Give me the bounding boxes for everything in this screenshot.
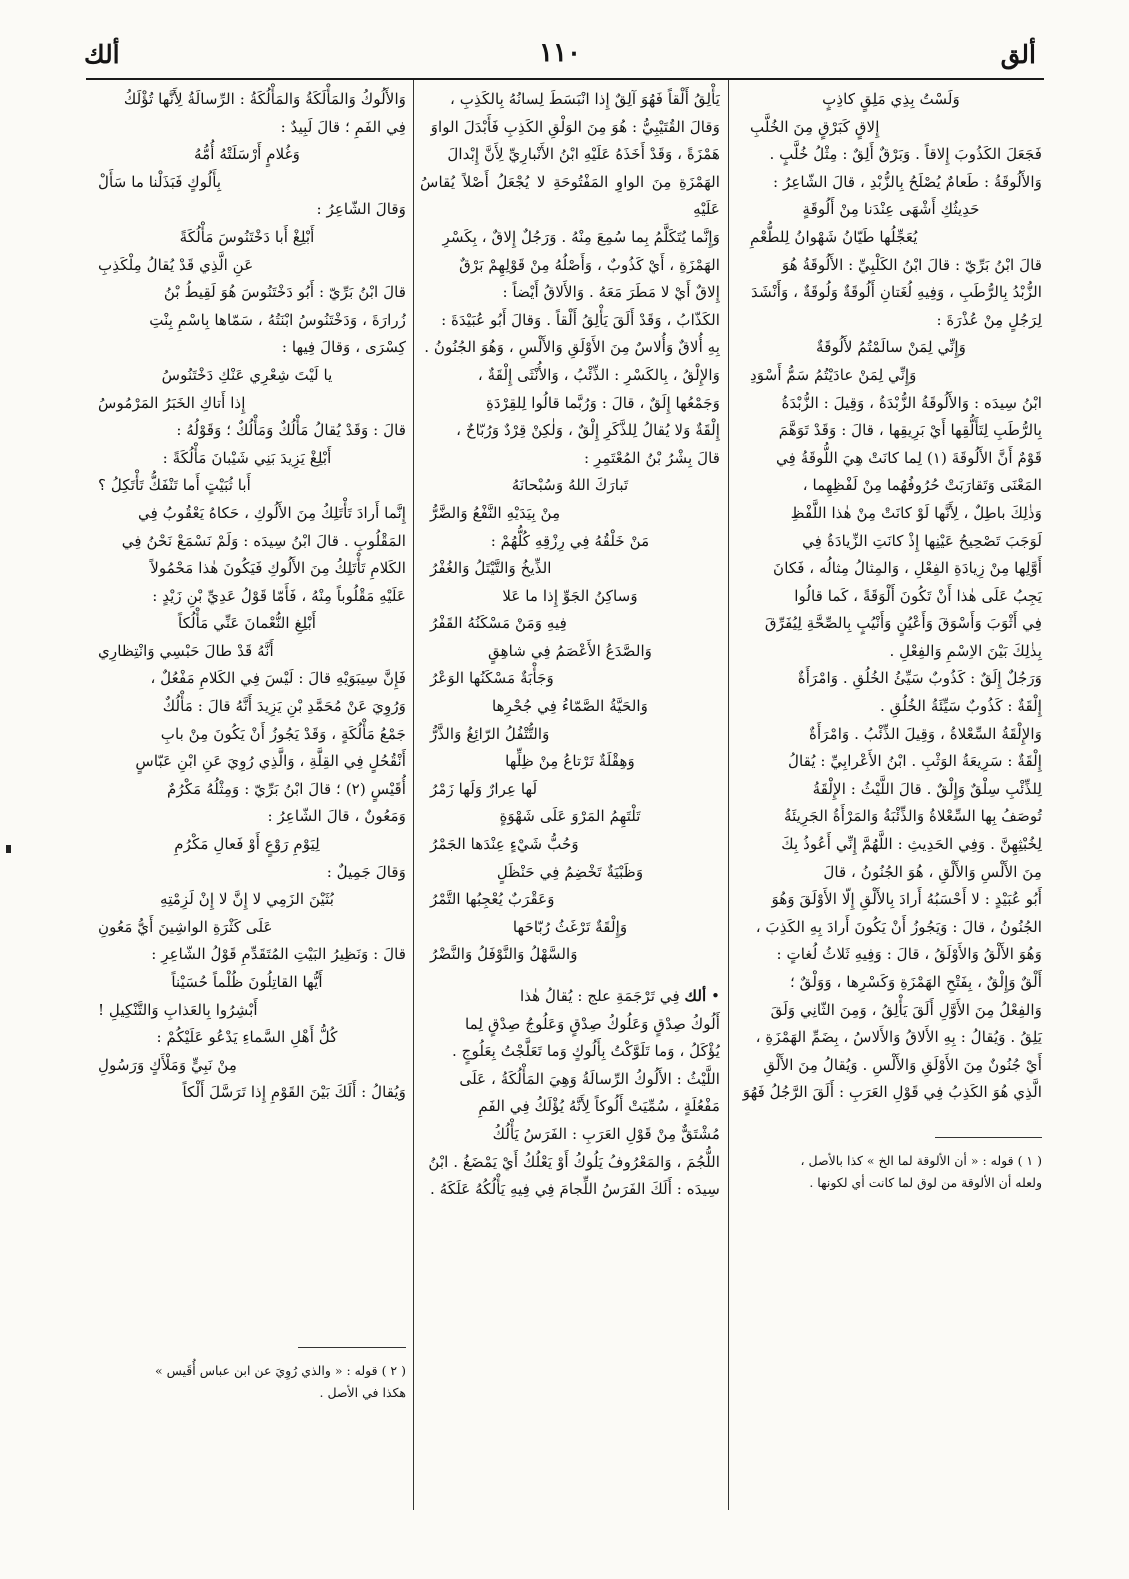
verse-line: وَهِقْلَةٌ تَرْتاعُ مِنْ ظِلِّها xyxy=(505,752,635,771)
verse-line: مِنْ بِيَدَيْهِ النَّفْعُ وَالضَّرُّ xyxy=(430,503,561,522)
verse-line: حَدِيثُكِ أَشْهَى عِنْدَنا مِنْ أَلُوقَةٍ xyxy=(802,200,980,219)
text-line: المَقْلُوبِ . قالَ ابْنُ سِيدَه : وَلَمْ نَسْمَعْ نَحْنُ فِي xyxy=(121,531,406,550)
text-line: بِهِ أُلاقٌ وَأُلاسٌ مِنَ الأَوْلَقِ وَالأَلْسِ ، وَهُوَ الجُنُونُ . xyxy=(424,338,720,357)
footnote-line: ( ١ ) قوله : « أن الألوقة لما الخ » كذا بالأصل ، xyxy=(800,1153,1042,1168)
text-line: فَإِنَّ سِيبَوَيْهِ قالَ : لَيْسَ فِي الكَلامِ مَفْعُلٌ ، xyxy=(150,669,406,688)
text-line: مِنَ الأَلْسِ وَالأَلْقِ ، هُوَ الجُنُونُ ، قالَ xyxy=(823,862,1042,881)
verse-line: وَعَقْرَبٌ يُعْجِبُها التَّمْرُ xyxy=(430,890,555,909)
right-column xyxy=(740,86,1042,1107)
text-line: ابْنُ سِيدَه : وَالأَلُوقَةُ الزُّبْدَةُ ، وَقِيلَ : الزُّبْدَةُ xyxy=(781,393,1042,412)
verse-line: وَالسَّهْلُ وَالنَّوْفَلُ وَالنَّضْرُ xyxy=(430,945,578,964)
text-line: يَلِقُ . وَيُقالُ : بِهِ الأَلاقُ وَالأَلاسُ ، بِضَمِّ الهَمْزَةِ ، xyxy=(755,1028,1042,1047)
verse-line: وَالتُّتْفُلُ الرّائِغُ وَالذَّرُّ xyxy=(430,724,550,743)
verse-line: مَنْ خَلْقُهُ فِي رِزْقِهِ كُلُّهُمْ : xyxy=(490,531,650,550)
text-line: أَوَّلِها مِنْ زِيادَةِ الفِعْلِ ، وَالمِثالُ مِثالُه ، فَكانَ xyxy=(773,559,1042,578)
text-line: وَمَعُونٌ ، قالَ الشّاعِرُ : xyxy=(267,807,406,826)
text-line: بِذٰلِكَ بَيْنَ الاِسْمِ وَالفِعْلِ . xyxy=(889,641,1042,660)
text-line: إِنَّما أَرادَ تَأْتَلِكُ مِنَ الأَلُوكِ ، حَكاهُ يَعْقُوبُ فِي xyxy=(137,503,406,522)
page-header xyxy=(80,34,1040,74)
text-line: أَلْقٌ وَإِلْقٌ ، بِفَتْحِ الهَمْزَةِ وَكَسْرِها ، وَوَلْقٌ ؛ xyxy=(790,973,1042,991)
verse-line: عَنِ الَّذِي قَدْ يُقالُ مِلْكَذِبِ xyxy=(98,255,254,274)
text-line: وَالإِلْقُ ، بِالكَسْرِ : الذِّئْبُ ، وَالأُنْثَى إِلْقَةٌ ، xyxy=(477,365,720,384)
text-line: وَرُوِيَ عَنْ مُحَمَّدِ بْنِ يَزِيدَ أَنَّهُ قالَ : مَأْلُكٌ xyxy=(162,697,406,716)
text-line: يَأْلِقُ أَلْقاً فَهُوَ آلِقٌ إِذا انْبَسَطَ لِسانُهُ بِالكَذِبِ ، xyxy=(450,90,720,108)
entry-headword: ألك xyxy=(684,987,707,1005)
header-right-entry-word: ألق xyxy=(1000,40,1036,69)
verse-line: كُلُّ أَهْلِ السَّماءِ يَدْعُو عَلَيْكُمْ : xyxy=(156,1028,338,1047)
verse-line: وَحُبُّ شَيْءٍ عِنْدَها الجَمْرُ xyxy=(430,835,579,854)
verse-line: بُثَيْنَ الزَمِي لا إِنَّ لا إِنْ لَزِمْتِهِ xyxy=(160,890,334,909)
verse-line: وَجَأْبَةٌ مَسْكَنُها الوَعْرُ xyxy=(430,669,554,688)
header-rule xyxy=(86,78,1044,80)
text-line: لِلذِّئْبِ سِلْقٌ وَإِلْقٌ . قالَ اللَّيْثُ : الإِلْقَةُ xyxy=(812,779,1042,798)
text-line: اللُّجُمَ ، وَالمَعْرُوفُ يَلُوكُ أَوْ يَعْلُكُ أَيْ يَمْضَغُ . ابْنُ xyxy=(428,1152,720,1171)
verse-line: وَالحَيَّةُ الصَّمّاءُ فِي جُحْرِها xyxy=(492,697,648,716)
footnote-line: ( ٢ ) قوله : « والذي رُوِيَ عن ابن عباس أُقَيس » xyxy=(154,1363,406,1378)
text-line: هَمْزَةً ، وَقَدْ أَخَذَهُ عَلَيْهِ ابْنُ الأَنْبارِيِّ لِأَنَّ إِبْدالَ xyxy=(447,145,720,164)
text-line: وَقالَ الشّاعِرُ : xyxy=(316,200,406,219)
text-line: وَإِنَّما يُتَكَلَّمُ بِما سُمِعَ مِنْهُ . وَرَجُلٌ إِلاقٌ ، بِكَسْرِ xyxy=(442,227,720,246)
header-left-entry-word: ألك xyxy=(84,40,120,69)
verse-line: فِيهِ وَمَنْ مَسْكَنُهُ القَفْرُ xyxy=(430,614,567,633)
text-line: أُقَيْسٍ (٢) ؛ قالَ ابْنُ بَرِّيّ : وَمِثْلُهُ مَكْرُمٌ xyxy=(167,779,406,798)
text-line: تُوصَفُ بِها السِّعْلاةُ وَالذِّئْبَةُ وَالمَرْأَةُ الجَرِيئَةُ xyxy=(783,807,1042,826)
column-divider-left xyxy=(413,80,414,1510)
verse-line: لَها عِرارٌ وَلَها زَمْرُ xyxy=(430,779,538,798)
text-line: فِي الفَمِ ؛ قالَ لَبِيدٌ : xyxy=(280,117,406,136)
verse-line: بِأَلُوكٍ فَبَذَلْنا ما سَأَلْ xyxy=(98,172,222,191)
text-line: أَنْقُحُلٍ فِي القِلَّةِ ، وَالَّذِي رُوِيَ عَنِ ابْنِ عَبّاسٍ xyxy=(135,752,406,771)
text-line: وَقالَ القُتَيْبِيُّ : هُوَ مِنَ الوَلْقِ الكَذِبِ فَأَبْدَلَ الواوَ xyxy=(430,117,720,136)
text-line: جَمْعُ مَأْلُكَةٍ ، وَقَدْ يَجُوزُ أَنْ يَكُونَ مِنْ بابِ xyxy=(160,724,406,743)
text-line: مُشْتَقٌّ مِنْ قَوْلِ العَرَبِ : الفَرَسُ يَأْلُكُ xyxy=(492,1124,720,1143)
verse-line: أَبْلِغِ النُّعْمانَ عَنِّي مَأْلُكاً xyxy=(177,614,317,633)
verse-line: أَنَّهُ قَدْ طالَ حَبْسِي وَانْتِظارِي xyxy=(98,641,274,660)
footnote-line: ولعله أن الألوقة من لوق لما كانت أي لكونها . xyxy=(809,1175,1042,1190)
verse-line: إِلاقٍ كَبَرْقٍ مِنَ الخُلَّبِ xyxy=(750,117,880,136)
verse-line: أَبْلِغْ يَزِيدَ بَنِي شَيْبانَ مَأْلُكَةً : xyxy=(162,448,332,467)
entry-first-line xyxy=(420,983,720,1011)
verse-line: أَبا ثُبَيْتٍ أَما تَنْفَكُّ تَأْتَكِلُ ؟ xyxy=(98,476,251,495)
text-line: قَوْمٌ أَنَّ الأَلُوقَةَ (١) لِما كانَتْ هِيَ اللُّوقَةُ فِي xyxy=(775,448,1042,467)
verse-line: وَلَسْتُ بِذِي مَلِقٍ كاذِبٍ xyxy=(822,90,960,108)
text-line: عَلَيْهِ مَقْلُوباً مِنْهُ ، فَأَمّا قَوْلُ عَدِيِّ بْنِ زَيْدٍ : xyxy=(152,586,406,605)
footnote-right xyxy=(740,1150,1042,1194)
text-line: وَيُقالُ : أَلَكَ بَيْنَ القَوْمِ إِذا تَرَسَّلَ أَلْكاً xyxy=(182,1083,406,1102)
text-line: مَفْعُلَةٍ ، سُمِّيَتْ أَلُوكاً لِأَنَّهُ يُؤْلَكُ فِي الفَمِ xyxy=(478,1097,720,1116)
text-line: أَبُو عُبَيْدٍ : لا أَحْسَبُهُ أَرادَ بِالأَلْقِ إِلّا الأَوْلَقَ وَهُوَ xyxy=(771,890,1042,909)
verse-line: يُعَجِّلُها طَيّانُ شَهْوانُ لِلطُّعْمِ xyxy=(750,227,918,246)
text-line: قالَ ابْنُ بَرِّيّ : أَبُو دَخْتَنُوسَ هُوَ لَقِيطُ بْنُ xyxy=(163,283,406,302)
text-line: وَالأَلُوقَةُ : طَعامٌ يُصْلَحُ بِالزُّبْدِ ، قالَ الشّاعِرُ : xyxy=(773,172,1042,191)
text-line: فَجَعَلَ الكَذُوبَ إِلاقاً . وَبَرْقٌ أَلِقٌ : مِثْلُ خُلَّبٍ . xyxy=(769,145,1042,164)
text-line: بِالرُّطَبِ لِتَأَلُّقِها أَيْ بَرِيقِها ، قالَ : وَقَدْ تَوَهَّمَ xyxy=(778,421,1042,440)
text-line: أَلُوكُ صِدْقٍ وَعَلُوكُ صِدْقٍ وَعَلُوجُ صِدْقٍ لِما xyxy=(464,1014,720,1033)
text-line: الهَمْزَةِ مِنَ الواوِ المَفْتُوحَةِ لا يُجْعَلُ أَصْلاً يُقاسُ عَلَيْهِ xyxy=(420,172,720,219)
text-line: وَجَمْعُها إِلَقٌ ، قالَ : وَرُبَّما قالُوا لِلقِرْدَةِ xyxy=(485,393,720,412)
middle-column xyxy=(420,86,720,1204)
verse-line: إِذا أَتاكِ الخَبَرُ المَرْمُوسُ xyxy=(98,393,246,412)
text-line: المَعْنَى وَتَقارَبَتْ حُرُوفُهُما مِنْ لَفْظِهِما ، xyxy=(802,476,1042,495)
text-line: زُرارَةَ ، وَدَخْتَنُوسُ ابْنَتُهُ ، سَمّاها بِاسْمِ بِنْتِ xyxy=(149,310,406,329)
verse-line: وَإِلْقَةٌ تَرْغَثُ رُبّاحَها xyxy=(512,917,628,936)
text-line: وَذٰلِكَ باطِلٌ ، لِأَنَّها لَوْ كانَتْ مِنْ هٰذا اللَّفْظِ xyxy=(790,503,1042,522)
text-line: إِلاقٌ أَيْ لا مَطَرَ مَعَهُ . وَالأَلاقُ أَيْضاً : xyxy=(502,283,720,302)
text-line: لِخُبْثِهِنَّ . وَفِي الحَدِيثِ : اللَّهُمَّ إِنِّي أَعُوذُ بِكَ xyxy=(781,835,1042,854)
text-line: إِلْقَةٌ : سَرِيعَةُ الوَثْبِ . ابْنُ الأَعْرابِيِّ : يُقالُ xyxy=(788,752,1042,771)
text-line: الجُنُونُ ، قالَ : وَيَجُوزُ أَنْ يَكُونَ أَرادَ بِهِ الكَذِبَ ، xyxy=(755,917,1042,936)
text-line: كِسْرَى ، وَقالَ فِيها : xyxy=(281,338,406,357)
verse-line: مِنْ نَبِيٍّ وَمَلْأَكٍ وَرَسُولِ xyxy=(98,1055,237,1074)
verse-line: أَيُّها القاتِلُونَ ظُلْماً حُسَيْناً xyxy=(171,973,323,991)
text-line: أَيْ جُنُونٌ مِنَ الأَوْلَقِ وَالأَلْسِ . وَيُقالُ مِنَ الأَلْقِ xyxy=(763,1055,1042,1074)
verse-line: وَغُلامٍ أَرْسَلَتْهُ أُمُّهُ xyxy=(194,145,300,164)
entry-bullet: • xyxy=(706,987,720,1005)
footnote-rule-right xyxy=(935,1137,1042,1138)
left-column xyxy=(88,86,406,1107)
verse-line: وَالصَّدَعُ الأَعْصَمُ فِي شاهِقٍ xyxy=(487,641,653,660)
verse-line: لِيَوْمِ رَوْعٍ أَوْ فَعالِ مَكْرُمِ xyxy=(174,835,320,854)
text-line: سِيدَه : أَلَكَ الفَرَسُ اللِّجامَ فِي فِيهِ يَأْلُكُهُ عَلَكَهُ . xyxy=(430,1180,720,1199)
verse-line: الذِّيخُ وَالتَّيْتَلُ وَالغُفْرُ xyxy=(430,559,552,578)
entry-text: فِي تَرْجَمَةِ علج : يُقالُ هٰذا xyxy=(519,987,680,1005)
verse-line: يا لَيْتَ شِعْرِي عَنْكِ دَخْتَنُوسُ xyxy=(161,365,333,384)
text-line: فِي أَثْوَبَ وَأَسْوَقَ وَأَعْيُنٍ وَأَنْيُبٍ بِالصِّحَّةِ لِيُفَرِّقَ xyxy=(764,614,1042,633)
text-line: وَالإِلْقَةُ السِّعْلاةُ ، وَقِيلَ الذِّئْبُ . وَامْرَأَةٌ xyxy=(809,724,1042,743)
text-line: وَالفِعْلُ مِنَ الأَوَّلِ أَلَقَ يَأْلِقُ ، وَمِنَ الثّانِي وَلَقَ xyxy=(770,1000,1042,1019)
verse-line: تَلْتَهِمُ المَرْوَ عَلَى شَهْوَةٍ xyxy=(499,807,641,826)
verse-line: تَبارَكَ اللهُ وَسُبْحانَهُ xyxy=(511,476,629,495)
text-line: وَقالَ جَمِيلٌ : xyxy=(326,862,406,881)
text-line: اللَّيْثُ : الأَلُوكُ الرِّسالَةُ وَهِيَ المَأْلُكَةُ ، عَلَى xyxy=(459,1069,720,1088)
text-line: وَالأَلُوكُ وَالمَأْلَكَةُ وَالمَأْلُكَةُ : الرِّسالَةُ لِأَنَّها تُؤْلَكُ xyxy=(123,90,406,108)
text-line: الهَمْزَةِ ، أَيْ كَذُوبٌ ، وَأَصْلُهُ مِنْ قَوْلِهِمْ بَرْقٌ xyxy=(459,255,720,274)
text-line: وَرَجُلٌ إِلَقٌ : كَذُوبٌ سَيِّئُ الخُلُقِ . وَامْرَأَةٌ xyxy=(797,669,1042,688)
text-line: قالَ ابْنُ بَرِّيّ : قالَ ابْنُ الكَلْبِيِّ : الأَلُوقَةُ هُوَ xyxy=(781,255,1042,274)
text-line: إِلْقَةٌ وَلا يُقالُ لِلذَّكَرِ إِلْقٌ ، وَلٰكِنْ قِرْدٌ وَرُبّاحٌ ، xyxy=(456,421,720,440)
verse-line: عَلَى كَثْرَةِ الواشِينَ أَيُّ مَعُونِ xyxy=(98,917,273,936)
text-line: الكَلامِ تَأْتَلِكُ مِنَ الأَلُوكِ فَيَكُونَ هٰذا مَحْمُولاً xyxy=(150,559,406,578)
footnote-left xyxy=(88,1360,406,1404)
text-line: لَوَجَبَ تَصْحِيحُ عَيْنِها إِذْ كانَتِ الزِّيادَةُ فِي xyxy=(802,531,1042,550)
text-line: الزُّبْدُ بِالرُّطَبِ ، وَفِيهِ لُغَتانِ أَلُوقَةٌ وَلُوقَةٌ ، وَأَنْشَدَ xyxy=(751,283,1042,302)
footnote-line: هكذا في الأصل . xyxy=(319,1385,406,1400)
text-line: قالَ بِشْرُ بْنُ المُعْتَمِرِ : xyxy=(584,448,720,467)
text-line: الَّذِي هُوَ الكَذِبُ فِي قَوْلِ العَرَبِ : أَلَقَ الرَّجُلُ فَهُوَ xyxy=(742,1083,1042,1102)
text-line: إِلْقَةٌ : كَذُوبٌ سَيِّئَةُ الخُلُقِ . xyxy=(880,697,1042,716)
text-line: قالَ : وَقَدْ يُقالُ مَأْلُكٌ وَمَأْلُكٌ ؛ وَقَوْلُهُ : xyxy=(176,421,406,440)
page-number: ١١٠ xyxy=(539,38,581,68)
text-line: وَهُوَ الأَلْقُ وَالأَوْلَقُ ، قالَ : وَفِيهِ ثَلاثُ لُغاتٍ : xyxy=(776,945,1042,964)
verse-line: وَظَبْيَةٌ تَخْضِمُ فِي حَنْظَلٍ xyxy=(496,862,644,881)
verse-line: وَساكِنُ الجَوِّ إِذا ما عَلا xyxy=(502,586,638,605)
text-line: لِرَجُلٍ مِنْ عُذْرَةَ : xyxy=(936,310,1042,329)
column-divider-right xyxy=(728,80,729,1510)
verse-line: أَبْشِرُوا بِالعَذابِ وَالتَّنْكِيلِ ! xyxy=(98,1000,258,1019)
verse-line: أَبْلِغْ أَبا دَخْتَنُوسَ مَأْلُكَةً xyxy=(179,227,315,246)
text-line: قالَ : وَنَظِيرُ البَيْتِ المُتَقَدِّمِ قَوْلُ الشّاعِرِ : xyxy=(151,945,406,964)
text-line: يَجِبُ عَلَى هٰذا أَنْ تَكُونَ أَلْوَقَةً ، كَما قالُوا xyxy=(794,586,1042,605)
text-line: يُؤْكَلُ ، وَما تَلَوَّكْتُ بِأَلُوكٍ وَما تَعَلَّجْتُ بِعَلُوجٍ . xyxy=(452,1042,720,1061)
verse-line: وَإِنِّي لِمَنْ سالَمْتُمُ لأَلُوقَةٌ xyxy=(816,338,966,357)
verse-line: وَإِنِّي لِمَنْ عادَيْتُمُ سَمُّ أَسْوَدِ xyxy=(750,365,917,384)
text-line: الكَذّابُ ، وَقَدْ أَلَقَ يَأْلِقُ أَلْقاً . وَقالَ أَبُو عُبَيْدَةَ : xyxy=(441,310,720,329)
footnote-rule-left xyxy=(298,1347,406,1348)
margin-mark xyxy=(6,845,11,853)
